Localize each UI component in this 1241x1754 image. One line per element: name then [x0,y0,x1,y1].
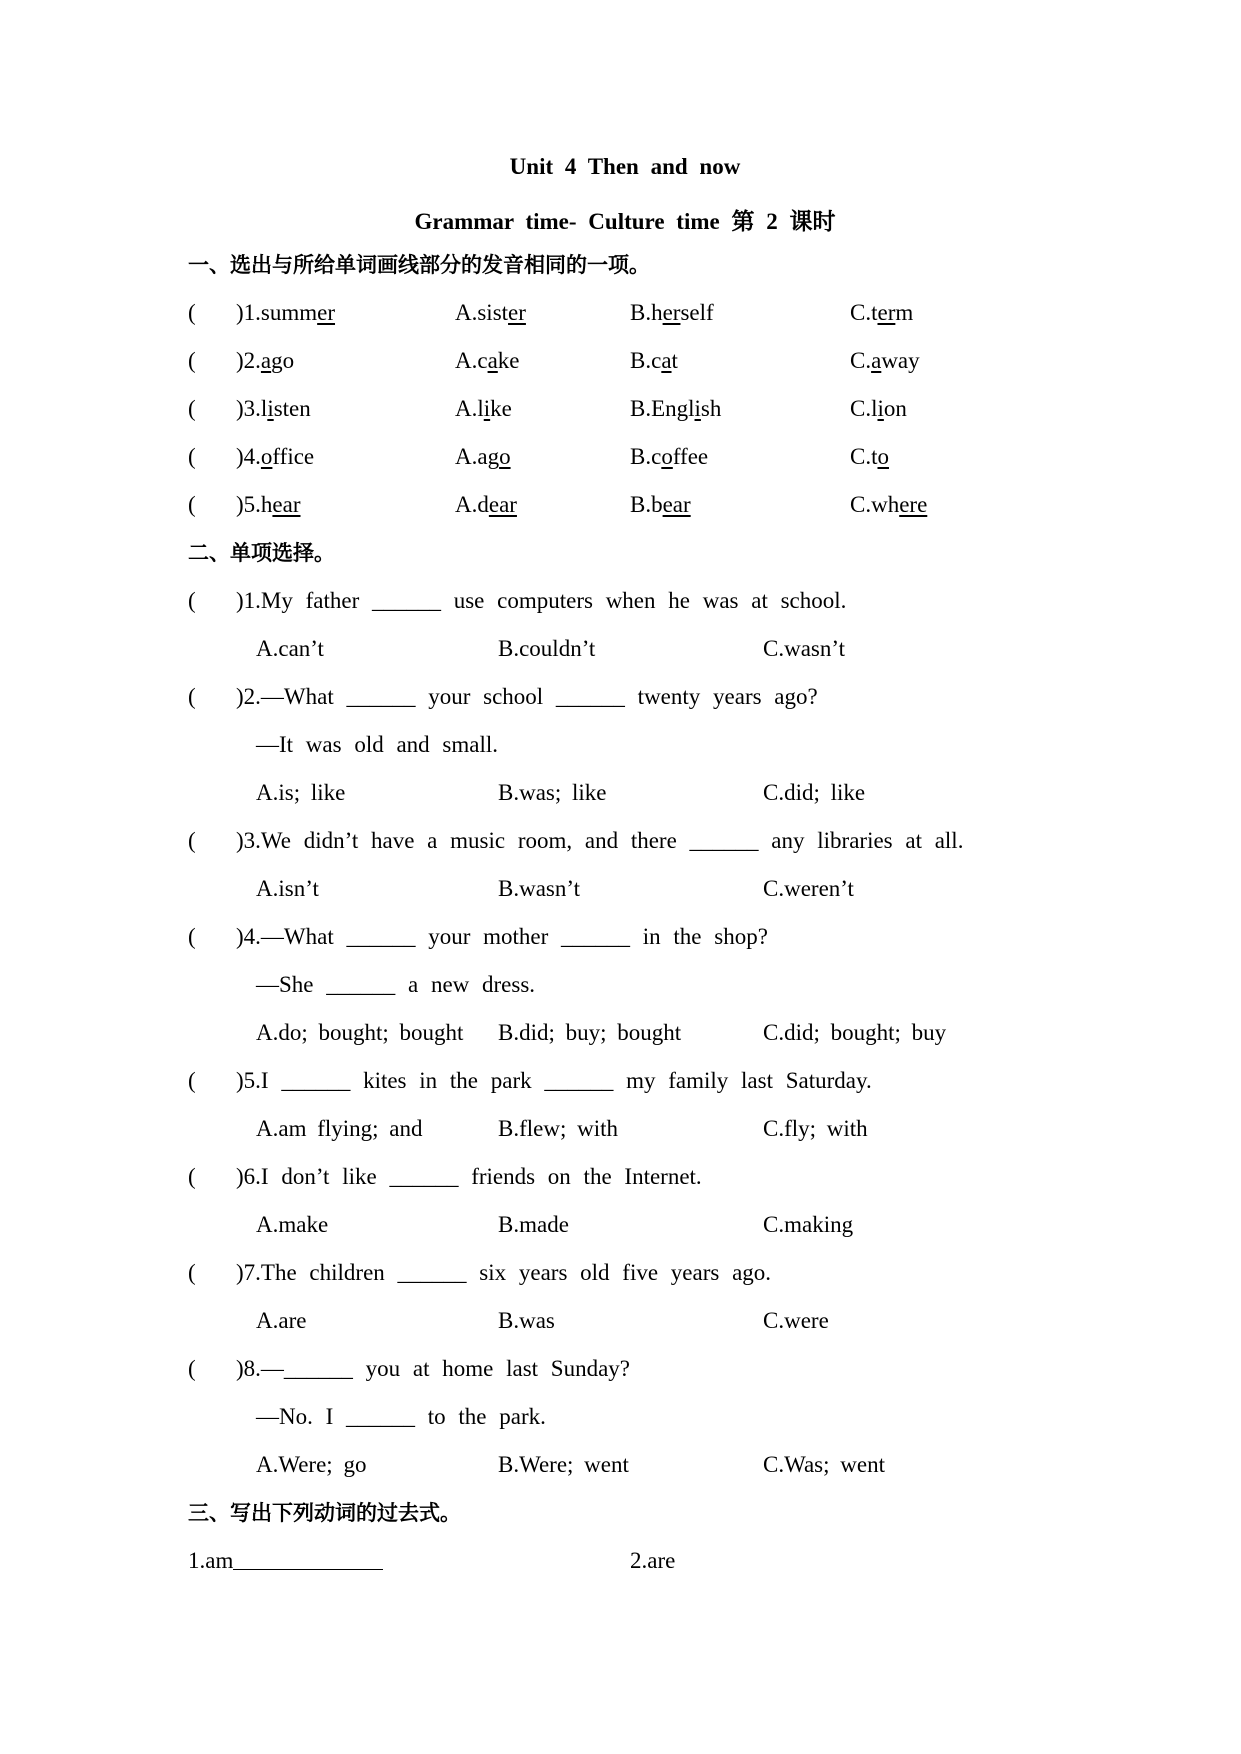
word-part: on [883,396,907,421]
option-b[interactable]: B.made [498,1212,569,1237]
question-text: )6.I don’t like ______ friends on the Internet. [236,1164,702,1189]
option-c[interactable]: C.fly; with [763,1116,868,1141]
answer-paren[interactable]: ( [188,300,196,325]
word-part: B.Engl [630,396,695,421]
underlined-part: o [661,444,673,469]
options-row [188,769,1088,817]
underlined-part: o [877,444,889,469]
underlined-part: ear [662,492,691,517]
answer-paren[interactable]: ( [188,588,196,613]
word-part: A.ag [455,444,500,469]
answer-paren[interactable]: ( [188,684,196,709]
option-a[interactable]: A.are [256,1308,307,1333]
past-tense-item: 2.are [630,1548,676,1573]
word-part: )5.h [236,492,273,517]
answer-line [188,961,1088,1009]
section2-heading: 二、单项选择。 [188,541,335,565]
past-tense-row [188,1537,1088,1585]
option-b [630,337,678,385]
word-part: ke [490,396,512,421]
underlined-part: ear [488,492,517,517]
option-a[interactable]: A.Were; go [256,1452,367,1477]
underlined-part: i [877,396,884,421]
option-c[interactable]: C.making [763,1212,854,1237]
options-row [188,1105,1088,1153]
question-word [236,337,294,385]
question-line [188,577,1088,625]
word-part: sten [273,396,311,421]
worksheet-title: Unit 4 Then and now [509,154,741,179]
underlined-part: ere [899,492,928,517]
answer-paren[interactable]: ( [188,1356,196,1381]
answer-blank[interactable] [233,1549,383,1570]
phonics-row [188,433,1088,481]
option-a[interactable]: A.am flying; and [256,1116,423,1141]
options-row [188,625,1088,673]
underlined-part: i [267,396,274,421]
option-c[interactable]: C.Was; went [763,1452,885,1477]
word-part: C.t [850,444,878,469]
word-part: sh [700,396,722,421]
option-a [455,289,526,337]
word-part: A.d [455,492,489,517]
underlined-part: er [662,300,681,325]
option-a [455,433,511,481]
question-text: )1.My father ______ use computers when he was at school. [236,588,847,613]
options-row [188,865,1088,913]
worksheet-body [188,241,1088,1585]
section1-heading: 一、选出与所给单词画线部分的发音相同的一项。 [188,253,650,277]
word-part: go [271,348,295,373]
word-part: C.t [850,300,878,325]
answer-line [188,1393,1088,1441]
word-part: way [881,348,920,373]
word-part: )2. [236,348,261,373]
answer-line [188,721,1088,769]
option-c[interactable]: C.weren’t [763,876,854,901]
question-line [188,673,1088,721]
answer-paren[interactable]: ( [188,1164,196,1189]
answer-paren[interactable]: ( [188,924,196,949]
option-b[interactable]: B.wasn’t [498,876,580,901]
question-text: )8.—______ you at home last Sunday? [236,1356,631,1381]
dialogue-text: —She ______ a new dress. [256,972,536,997]
option-b [630,289,714,337]
question-text: )5.I ______ kites in the park ______ my family last Saturday. [236,1068,872,1093]
question-word [236,385,311,433]
word-part: self [680,300,714,325]
option-c [850,337,920,385]
underlined-part: ear [272,492,301,517]
question-line [188,1057,1088,1105]
option-a[interactable]: A.is; like [256,780,346,805]
worksheet-subtitle: Grammar time- Culture time 第 2 课时 [414,209,836,234]
answer-paren[interactable]: ( [188,348,196,373]
word-part: )3.l [236,396,268,421]
word-part: B.c [630,348,662,373]
question-line [188,913,1088,961]
underlined-part: er [508,300,526,325]
underlined-part: i [483,396,491,421]
option-b[interactable]: B.did; buy; bought [498,1020,682,1045]
question-line [188,1345,1088,1393]
word-part: )4. [236,444,261,469]
word-part: A.sist [455,300,509,325]
underlined-part: a [871,348,882,373]
word-part: ffee [672,444,709,469]
question-line [188,817,1088,865]
answer-paren[interactable]: ( [188,396,196,421]
option-b [630,433,708,481]
option-b [630,481,691,529]
phonics-row [188,289,1088,337]
word-part: A.l [455,396,484,421]
options-row [188,1297,1088,1345]
option-c[interactable]: C.did; bought; buy [763,1020,947,1045]
option-b[interactable]: B.was; like [498,780,607,805]
word-part: B.c [630,444,662,469]
option-a [455,385,512,433]
question-text: )2.—What ______ your school ______ twenty years ago? [236,684,818,709]
underlined-part: o [499,444,511,469]
word-part: C. [850,348,872,373]
section3-heading: 三、写出下列动词的过去式。 [188,1501,461,1525]
answer-paren[interactable]: ( [188,1068,196,1093]
past-tense-item [188,1537,383,1585]
option-b[interactable]: B.flew; with [498,1116,618,1141]
underlined-part: a [260,348,272,373]
option-a[interactable]: A.do; bought; bought [256,1020,464,1045]
option-c[interactable]: C.wasn’t [763,636,845,661]
option-c [850,433,889,481]
option-a [455,481,517,529]
item-label: 1.am [188,1548,234,1573]
underlined-part: i [694,396,701,421]
question-line [188,1249,1088,1297]
question-text: )7.The children ______ six years old five years ago. [236,1260,772,1285]
word-part: B.b [630,492,663,517]
dialogue-text: —No. I ______ to the park. [256,1404,546,1429]
phonics-row [188,481,1088,529]
word-part: t [671,348,678,373]
option-a[interactable]: A.make [256,1212,329,1237]
option-a[interactable]: A.can’t [256,636,324,661]
option-c [850,385,907,433]
word-part: ffice [272,444,315,469]
options-row [188,1201,1088,1249]
word-part: A.c [455,348,488,373]
word-part: C.wh [850,492,900,517]
option-c [850,481,927,529]
question-word [236,289,335,337]
word-part: C.l [850,396,878,421]
phonics-row [188,337,1088,385]
phonics-row [188,385,1088,433]
underlined-part: a [661,348,672,373]
answer-paren[interactable]: ( [188,444,196,469]
question-word [236,433,314,481]
word-part: ke [497,348,520,373]
answer-paren[interactable]: ( [188,492,196,517]
underlined-part: o [260,444,273,469]
question-text: )4.—What ______ your mother ______ in the shop? [236,924,768,949]
option-a [455,337,520,385]
option-b[interactable]: B.Were; went [498,1452,629,1477]
underlined-part: er [877,300,896,325]
option-c[interactable]: C.did; like [763,780,866,805]
question-text: )3.We didn’t have a music room, and there ______ any libraries at all. [236,828,964,853]
option-a[interactable]: A.isn’t [256,876,319,901]
option-b[interactable]: B.was [498,1308,555,1333]
question-word [236,481,301,529]
word-part: m [895,300,914,325]
option-c[interactable]: C.were [763,1308,829,1333]
option-b [630,385,721,433]
answer-paren[interactable]: ( [188,828,196,853]
word-part: B.h [630,300,663,325]
option-b[interactable]: B.couldn’t [498,636,596,661]
option-c [850,289,913,337]
answer-paren[interactable]: ( [188,1260,196,1285]
options-row [188,1441,1088,1489]
dialogue-text: —It was old and small. [256,732,498,757]
word-part: )1.summ [236,300,318,325]
options-row [188,1009,1088,1057]
question-line [188,1153,1088,1201]
underlined-part: er [317,300,336,325]
underlined-part: a [487,348,498,373]
